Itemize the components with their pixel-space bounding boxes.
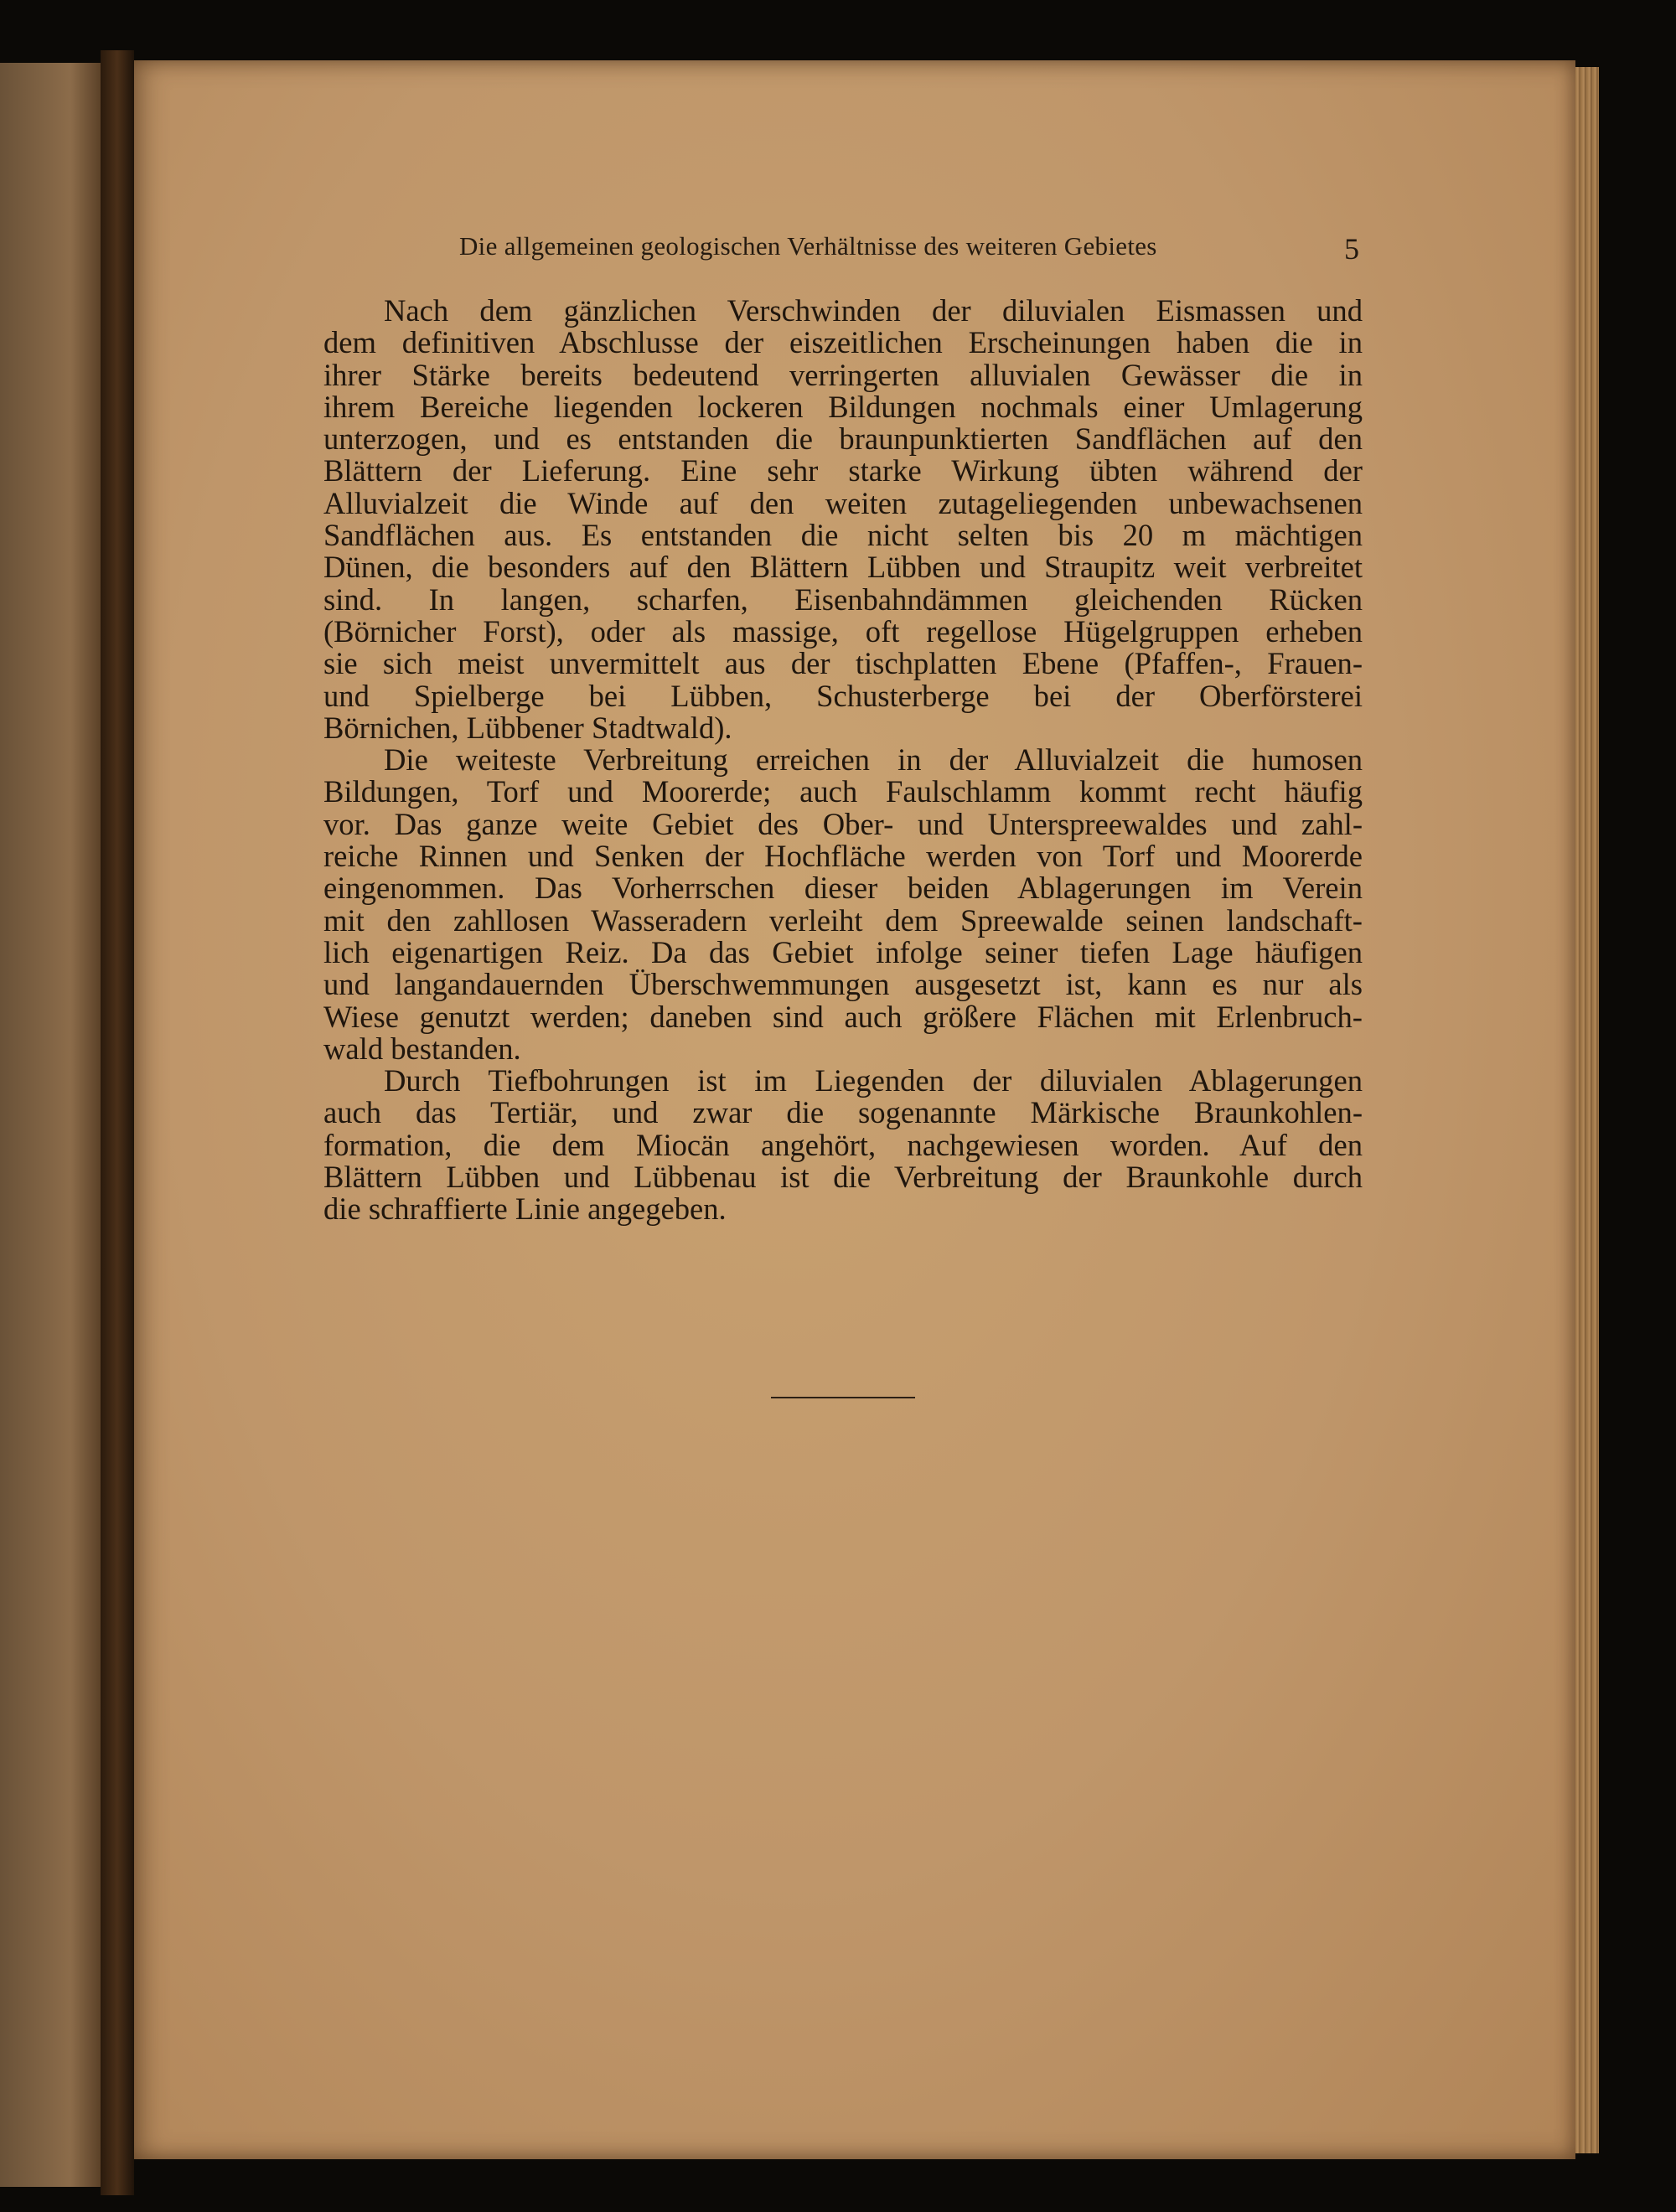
text-line: Blättern der Lieferung. Eine sehr starke Wirkung übten während der <box>323 453 1363 488</box>
text-line: dem definitiven Abschlusse der eiszeitlichen Erscheinungen haben die in <box>323 325 1363 360</box>
text-line: unterzogen, und es entstanden die braunpunktierten Sandflächen auf den <box>323 421 1363 457</box>
text-line: Nach dem gänzlichen Verschwinden der diluvialen Eismassen und <box>384 293 1363 328</box>
paragraph-1 <box>323 295 1363 744</box>
previous-page-edge <box>0 63 101 2187</box>
body-text <box>323 295 1363 1226</box>
book-spine <box>101 50 134 2195</box>
section-end-rule <box>771 1397 915 1398</box>
text-line: ihrer Stärke bereits bedeutend verringerten alluvialen Gewässer die in <box>323 357 1363 392</box>
text-line: wald bestanden. <box>323 1031 521 1066</box>
text-line: auch das Tertiär, und zwar die sogenannte Märkische Braunkohlen- <box>323 1095 1363 1130</box>
text-line: sind. In langen, scharfen, Eisenbahndämmen gleichenden Rücken <box>323 581 1363 617</box>
running-header: Die allgemeinen geologischen Verhältnisse des weiteren Gebietes <box>459 231 1157 261</box>
text-line: Dünen, die besonders auf den Blättern Lübben und Straupitz weit verbreitet <box>323 550 1363 585</box>
text-line: formation, die dem Miocän angehört, nachgewiesen worden. Auf den <box>323 1127 1363 1162</box>
text-line: Sandflächen aus. Es entstanden die nicht selten bis 20 m mächtigen <box>323 518 1363 553</box>
text-line: vor. Das ganze weite Gebiet des Ober- und Unterspreewaldes und zahl- <box>323 806 1363 841</box>
page-edges <box>1575 67 1599 2153</box>
text-line: die schraffierte Linie angegeben. <box>323 1191 727 1227</box>
text-line: ihrem Bereiche liegenden lockeren Bildungen nochmals einer Umlagerung <box>323 389 1363 424</box>
text-line: und langandauernden Überschwemmungen ausgesetzt ist, kann es nur als <box>323 967 1363 1002</box>
text-line: Wiese genutzt werden; daneben sind auch größere Flächen mit Erlenbruch- <box>323 999 1363 1034</box>
text-line: lich eigenartigen Reiz. Da das Gebiet infolge seiner tiefen Lage häufigen <box>323 934 1363 969</box>
text-line: Bildungen, Torf und Moorerde; auch Faulschlamm kommt recht häufig <box>323 774 1363 809</box>
text-line: Börnichen, Lübbener Stadtwald). <box>323 710 732 745</box>
text-line: Durch Tiefbohrungen ist im Liegenden der diluvialen Ablagerungen <box>384 1063 1363 1098</box>
paragraph-2 <box>323 744 1363 1065</box>
text-line: (Börnicher Forst), oder als massige, oft regellose Hügelgruppen erheben <box>323 613 1363 649</box>
page-number: 5 <box>1344 232 1359 266</box>
text-line: Blättern Lübben und Lübbenau ist die Verbreitung der Braunkohle durch <box>323 1160 1363 1195</box>
text-line: und Spielberge bei Lübben, Schusterberge bei der Oberförsterei <box>323 678 1363 713</box>
text-line: eingenommen. Das Vorherrschen dieser beiden Ablagerungen im Verein <box>323 871 1363 906</box>
paragraph-3 <box>323 1065 1363 1225</box>
text-line: sie sich meist unvermittelt aus der tischplatten Ebene (Pfaffen-, Frauen- <box>323 646 1363 681</box>
text-line: reiche Rinnen und Senken der Hochfläche werden von Torf und Moorerde <box>323 839 1363 874</box>
text-line: Die weiteste Verbreitung erreichen in der Alluvialzeit die humosen <box>384 742 1363 778</box>
text-line: mit den zahllosen Wasseradern verleiht dem Spreewalde seinen landschaft- <box>323 902 1363 938</box>
text-line: Alluvialzeit die Winde auf den weiten zutageliegenden unbewachsenen <box>323 485 1363 520</box>
